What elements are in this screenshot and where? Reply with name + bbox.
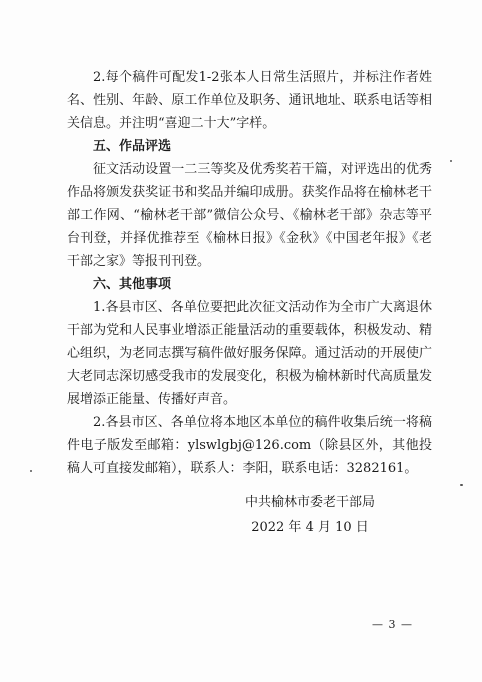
scan-speck — [460, 484, 463, 486]
document-body — [67, 66, 432, 480]
section6-heading: 六、其他事项 — [93, 277, 172, 292]
signature-date: 2022 年 4 月 10 日 — [251, 520, 369, 535]
paragraph-item2-submission: 2.每个稿件可配发1-2张本人日常生活照片，并标注作者姓名、性别、年龄、原工作单位及职务、通讯地址、联系电话等相关信息。并注明“喜迎二十大”字样。 — [67, 70, 432, 131]
scan-speck — [30, 470, 32, 472]
signature-organization: 中共榆林市委老干部局 — [244, 495, 375, 510]
scan-speck — [450, 160, 452, 162]
paragraph-section6-item1: 1.各县市区、各单位要把此次征文活动作为全市广大离退休干部为党和人民事业增添正能量活动的重要载体，积极发动、精心组织，为老同志撰写稿件做好服务保障。通过活动的开展使广大老同志深切感受我市的发展变化，积极为榆林新时代高质量发展增添正能量、传播好声音。 — [67, 300, 432, 407]
page-number: — 3 — — [372, 618, 413, 631]
signature-block — [240, 490, 380, 540]
paragraph-section5-body: 征文活动设置一二三等奖及优秀奖若干篇，对评选出的优秀作品将颁发获奖证书和奖品并编印成册。获奖作品将在榆林老干部工作网、“榆林老干部”微信公众号、《榆林老干部》杂志等平台刊登，并择优推荐至《榆林日报》《金秋》《中国老年报》《老干部之家》等报刊刊登。 — [67, 162, 432, 269]
section5-heading: 五、作品评选 — [93, 139, 172, 154]
paragraph-section6-item2: 2.各县市区、各单位将本地区本单位的稿件收集后统一将稿件电子版发至邮箱：ylswlgbj@126.com（除县区外，其他投稿人可直接发邮箱），联系人：李阳，联系电话：3282161。 — [67, 415, 432, 476]
